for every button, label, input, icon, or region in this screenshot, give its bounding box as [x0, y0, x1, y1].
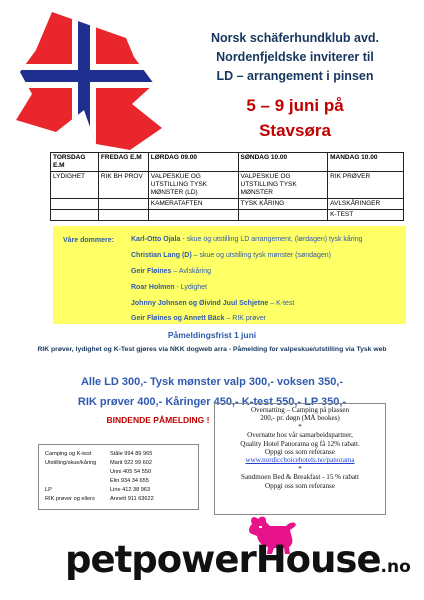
judge-line	[131, 300, 294, 307]
contact-row	[45, 495, 154, 504]
contact-label: RIK prøver og ellers	[45, 496, 95, 502]
prices-line-1: Alle LD 300,- Tysk mønster valp 300,- voksen 350,-	[80, 376, 344, 388]
judge-line	[131, 236, 363, 243]
schedule-header-cell: TORSDAG E.M	[51, 153, 99, 172]
accommodation-line: Sandmoen Bed & Breakfast - 15 % rabatt	[241, 473, 359, 482]
schedule-cell: AVLSKÅRINGER	[328, 199, 404, 210]
accommodation-line: Oppgi oss som referanse	[265, 448, 335, 457]
schedule-row	[51, 199, 404, 210]
judge-name: Roar Holmen	[131, 284, 175, 291]
schedule-cell	[51, 210, 99, 221]
judge-role: – skue og utstilling tysk mønster (søndagen)	[191, 252, 331, 259]
separator-star: *	[298, 464, 302, 473]
event-dates: 5 – 9 juni på	[246, 96, 344, 115]
accommodation-line: Overnatte hos vår samarbeidspartner,	[247, 431, 353, 440]
accommodation-line: Oppgi oss som referanse	[265, 481, 335, 490]
judge-line	[131, 252, 331, 259]
judge-name: Geir Fløines	[131, 268, 172, 275]
schedule-cell: RIK PRØVER	[328, 172, 404, 199]
accommodation-line: Overnatting – Camping på plassen	[250, 406, 350, 414]
schedule-cell: K-TEST	[328, 210, 404, 221]
judge-name: Christian Lang (D)	[131, 252, 192, 259]
header-line-2: Nordenfjeldske inviterer til	[216, 50, 374, 64]
contacts-box	[38, 444, 199, 510]
judge-role: – RIK prøver	[224, 315, 267, 322]
schedule-cell: LYDIGHET	[51, 172, 99, 199]
schedule-row	[51, 172, 404, 199]
schedule-cell: TYSK KÅRING	[238, 199, 328, 210]
judge-name: Johnny Johnsen og Øivind Juul Schjetne	[131, 300, 269, 307]
schedule-cell: VALPESKUE OG UTSTILLING TYSK MØNSTER (LD)	[148, 172, 238, 199]
registration-note: RIK prøver, lydighet og K-Test gjøres via NKK dogweb arra - Påmelding for valpeskue/utstilling via Tysk web	[37, 346, 387, 353]
schedule-cell: RIK BH PROV	[98, 172, 148, 199]
event-place: Stavsøra	[259, 121, 331, 140]
schedule-header-row	[51, 153, 404, 172]
binding-notice: BINDENDE PÅMELDING !	[106, 415, 210, 425]
header-line-3: LD – arrangement i pinsen	[216, 69, 374, 83]
hotel-link[interactable]: www.nordicchoicehotels.no/panorama	[245, 456, 355, 465]
accommodation-line: Quality Hotel Panorama og få 12% rabatt.	[240, 439, 360, 448]
schedule-table	[50, 152, 404, 221]
contact-value: Annett 911 63622	[110, 496, 154, 502]
contact-row	[45, 486, 151, 495]
contact-value: Marit 922 99 602	[110, 460, 152, 466]
schedule-header-cell: FREDAG E.M	[98, 153, 148, 172]
accommodation-line: 200,- pr. døgn (MÅ bookes)	[260, 414, 340, 423]
contact-value: Elin 934 34 655	[110, 478, 149, 484]
contact-value: Ståle 994 89 965	[110, 451, 153, 457]
judge-role: - skue og utstilling LD arrangement, (lørdagen) tysk kåring	[180, 236, 363, 243]
schedule-header-cell: SØNDAG 10.00	[238, 153, 328, 172]
schedule-header-cell: MANDAG 10.00	[328, 153, 404, 172]
judges-label: Våre dommere:	[63, 237, 114, 244]
schedule-cell	[98, 199, 148, 210]
contact-label: Utstilling/skue/kåring	[45, 460, 97, 466]
judge-role: – Avlskåring	[171, 268, 212, 275]
judge-name: Karl-Otto Ojala	[131, 236, 181, 243]
contact-row	[45, 450, 153, 459]
club-logo	[14, 12, 164, 152]
brand-logo	[65, 540, 411, 587]
contact-value: Unni 405 54 550	[110, 469, 152, 475]
judge-line	[131, 315, 266, 322]
brand-tld: .no	[380, 557, 411, 577]
schedule-cell: KAMERATAFTEN	[148, 199, 238, 210]
schedule-row	[51, 210, 404, 221]
schedule-cell	[51, 199, 99, 210]
schedule-cell	[238, 210, 328, 221]
separator-star: *	[298, 422, 302, 431]
prices-line-2: RIK prøver 400,- Kåringer 450,- K-test 550,- LP 350,-	[77, 396, 347, 408]
schedule-header-cell: LØRDAG 09.00	[148, 153, 238, 172]
judge-role: - Lydighet	[174, 284, 207, 291]
schedule-cell	[98, 210, 148, 221]
contact-label: LP	[45, 487, 52, 493]
brand-name: petpowerHouse	[65, 538, 381, 581]
schedule-cell	[148, 210, 238, 221]
contact-label: Camping og K-test	[45, 451, 92, 457]
registration-deadline: Påmeldingsfrist 1 juni	[167, 330, 257, 340]
contact-row	[45, 459, 152, 468]
judge-name: Geir Fløines og Annett Bäck	[131, 315, 225, 322]
judge-line	[131, 284, 207, 291]
accommodation-box	[214, 403, 386, 515]
judges-box	[53, 226, 406, 324]
contact-value: Line 412 38 963	[110, 487, 151, 493]
header-line-1: Norsk schäferhundklub avd.	[210, 31, 380, 45]
schedule-cell: VALPESKUE OG UTSTILLING TYSK MØNSTER	[238, 172, 328, 199]
judge-line	[131, 268, 211, 275]
judge-role: – K-test	[268, 300, 295, 307]
